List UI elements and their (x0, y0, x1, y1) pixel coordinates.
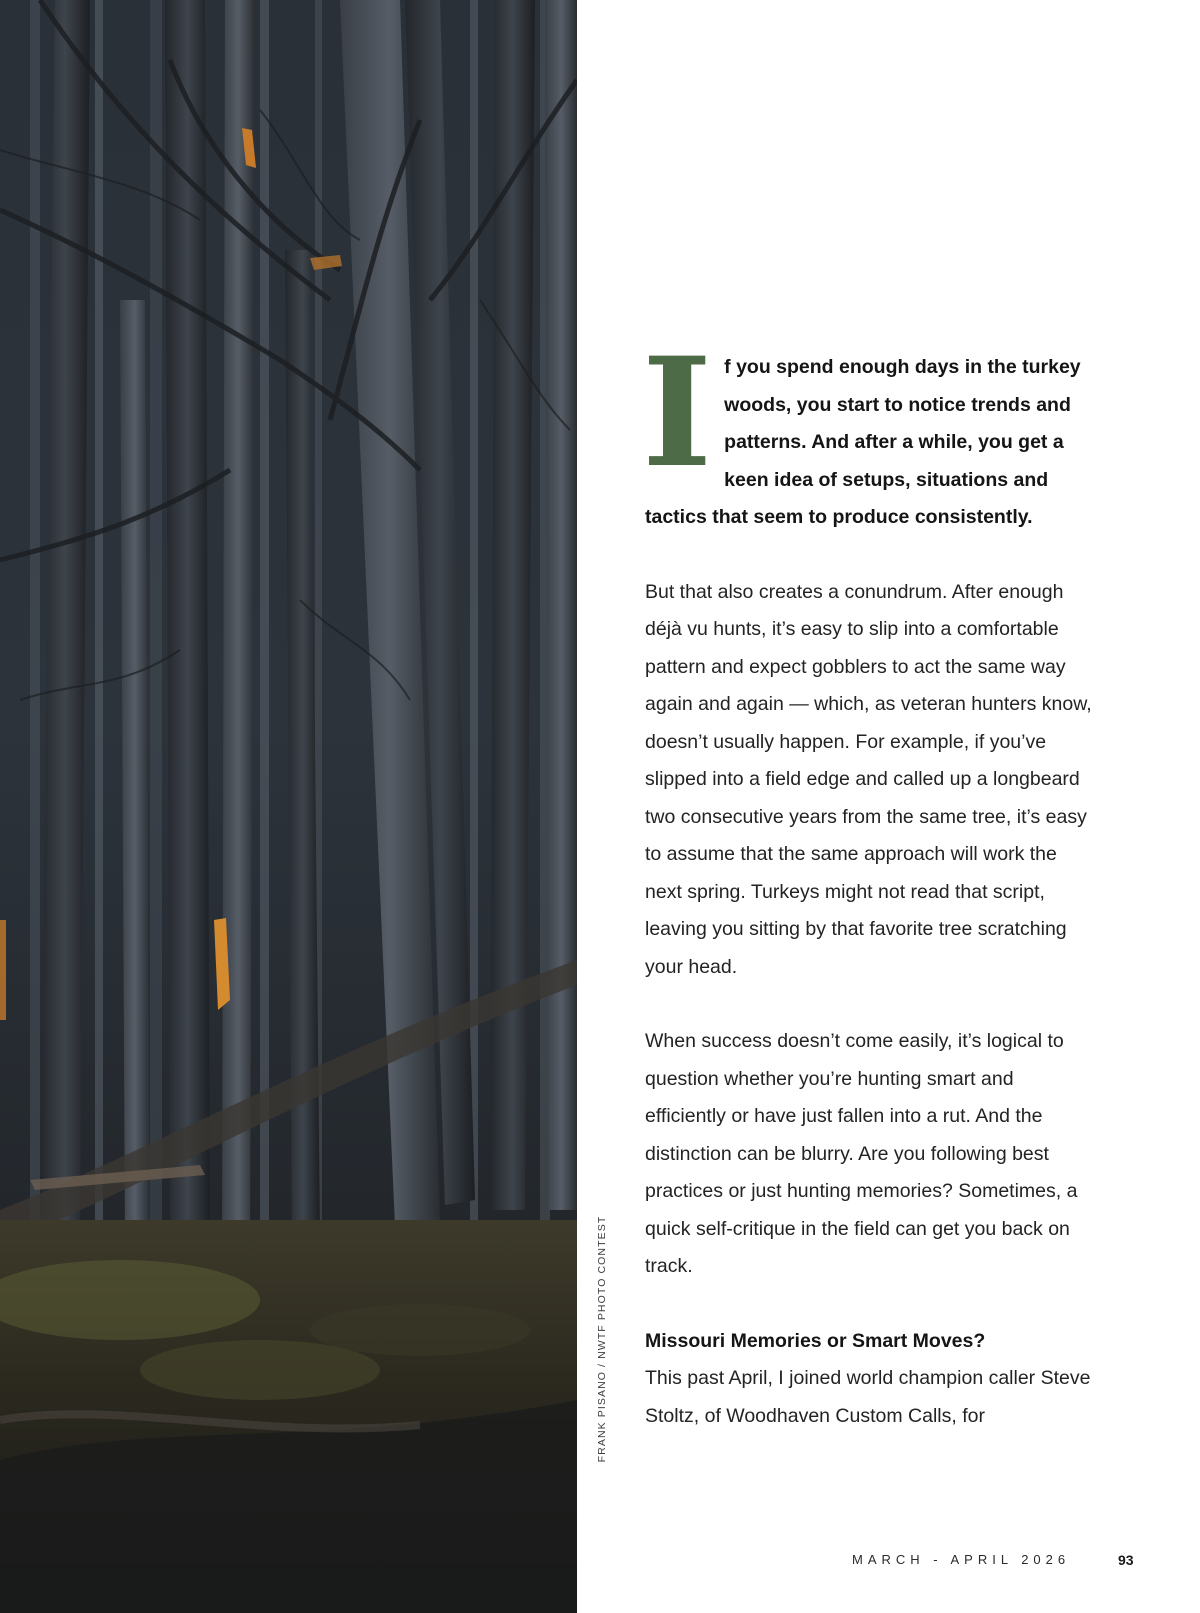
photo-credit (597, 1214, 607, 1464)
body-paragraph-1: But that also creates a conundrum. After enough déjà vu hunts, it’s easy to slip into a comfortable pattern and expect gobblers to act the same way again and again — which, as veteran hunters know, doesn’t usually happen. For example, if you’ve slipped into a field edge and called up a longbeard two consecutive years from the same tree, it’s easy to assume that the same approach will work the next spring. Turkeys might not read that script, leaving you sitting by that favorite tree scratching your head. (645, 580, 1092, 978)
issue-date: MARCH - APRIL 2026 (852, 1552, 1071, 1567)
forest-trees-image (0, 0, 577, 1613)
drop-cap: I (642, 325, 713, 501)
section-subhead: Missouri Memories or Smart Moves? (645, 1329, 986, 1352)
body-paragraph-2: When success doesn’t come easily, it’s logical to question whether you’re hunting smart and efficiently or have just fallen into a rut. And the distinction can be blurry. Are you following best practices or just hunting memories? Sometimes, a quick self-critique in the field can get you back on track. (645, 1030, 1078, 1277)
lead-text: f you spend enough days in the turkey woods, you start to notice trends and patterns. And after a while, you get a keen idea of setups, situations and tactics that seem to produce consistently. (645, 356, 1081, 528)
body-paragraph-3: This past April, I joined world champion caller Steve Stoltz, of Woodhaven Custom Calls, for (645, 1367, 1091, 1427)
photo-credit-text: FRANK PISANO / NWTF PHOTO CONTEST (596, 1215, 608, 1463)
page-number: 93 (1118, 1552, 1134, 1568)
forest-photo (0, 0, 577, 1613)
lead-paragraph (642, 325, 1095, 537)
page-footer (0, 1550, 1200, 1570)
article-body (642, 325, 1095, 1435)
